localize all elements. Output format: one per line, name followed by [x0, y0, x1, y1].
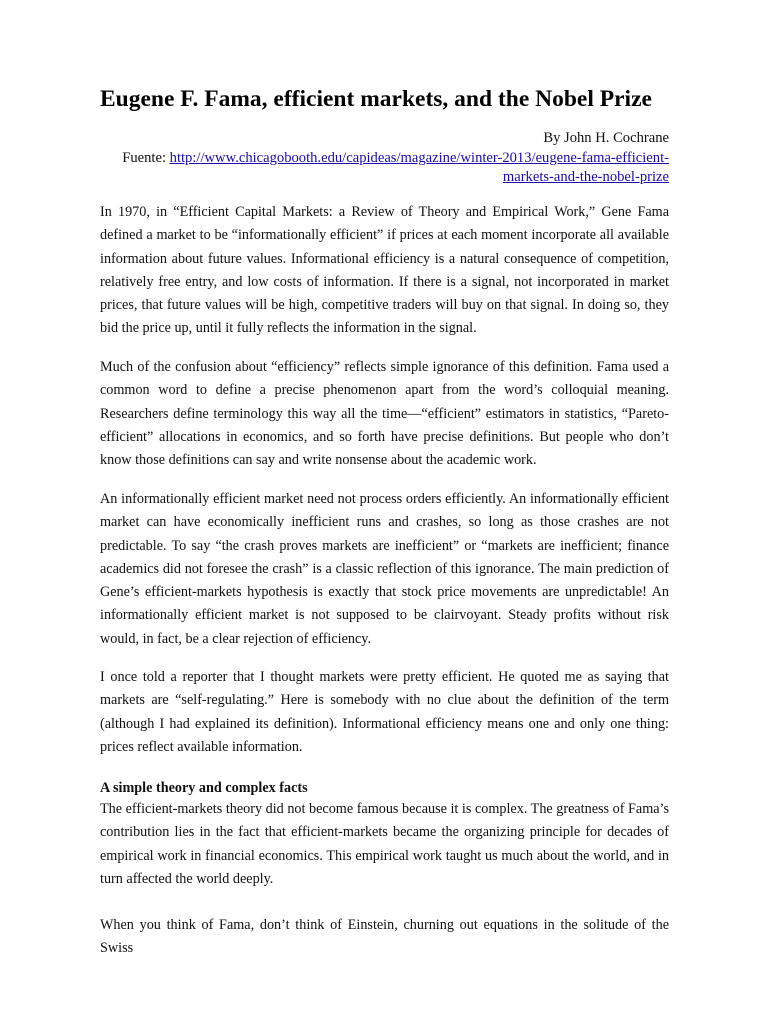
source-line	[100, 149, 669, 187]
paragraph-2: Much of the confusion about “efficiency” reflects simple ignorance of this definition. Fama used a common word to define a precise phenomenon apart from the word’s colloquial meaning. Researchers define terminology this way all the time—“efficient” estimators in statistics, “Pareto-efficient” allocations in economics, and so forth have precise definitions. But people who don’t know those definitions can say and write nonsense about the academic work.	[100, 359, 669, 469]
section-subheading: A simple theory and complex facts	[100, 780, 308, 796]
source-link-part2: markets-and-the-nobel-prize	[502, 169, 669, 185]
source-link[interactable]	[170, 150, 669, 185]
author-byline: By John H. Cochrane	[543, 130, 669, 146]
paragraph-6: When you think of Fama, don’t think of Einstein, churning out equations in the solitude of the Swiss	[100, 917, 669, 957]
paragraph-3: An informationally efficient market need not process orders efficiently. An informationally efficient market can have economically inefficient runs and crashes, so long as those crashes are not predictable. To say “the crash proves markets are inefficient” or “markets are inefficient; finance academics did not foresee the crash” is a classic reflection of this ignorance. The main prediction of Gene’s efficient-markets hypothesis is exactly that stock price movements are unpredictable! An informationally efficient market is not supposed to be clairvoyant. Steady profits without risk would, in fact, be a clear rejection of efficiency.	[100, 491, 669, 647]
paragraph-4: I once told a reporter that I thought markets were pretty efficient. He quoted me as saying that markets are “self-regulating.” Here is somebody with no clue about the definition of the term (although I had explained its definition). Informational efficiency means one and only one thing: prices reflect available information.	[100, 669, 669, 755]
article-title: Eugene F. Fama, efficient markets, and the Nobel Prize	[100, 86, 652, 112]
source-link-part1: http://www.chicagobooth.edu/capideas/magazine/winter-2013/eugene-fama-efficient-	[169, 150, 669, 166]
source-label: Fuente:	[122, 150, 170, 166]
paragraph-5: The efficient-markets theory did not become famous because it is complex. The greatness of Fama’s contribution lies in the fact that efficient-markets became the organizing principle for decades of empirical work in financial economics. This empirical work taught us much about the world, and in turn affected the world deeply.	[100, 801, 669, 887]
paragraph-1: In 1970, in “Efficient Capital Markets: a Review of Theory and Empirical Work,” Gene Fama defined a market to be “informationally efficient” if prices at each moment incorporate all available information about future values. Informational efficiency is a natural consequence of competition, relatively free entry, and low costs of information. If there is a signal, not incorporated in market prices, that future values will be high, competitive traders will buy on that signal. In doing so, they bid the price up, until it fully reflects the information in the signal.	[100, 204, 669, 337]
